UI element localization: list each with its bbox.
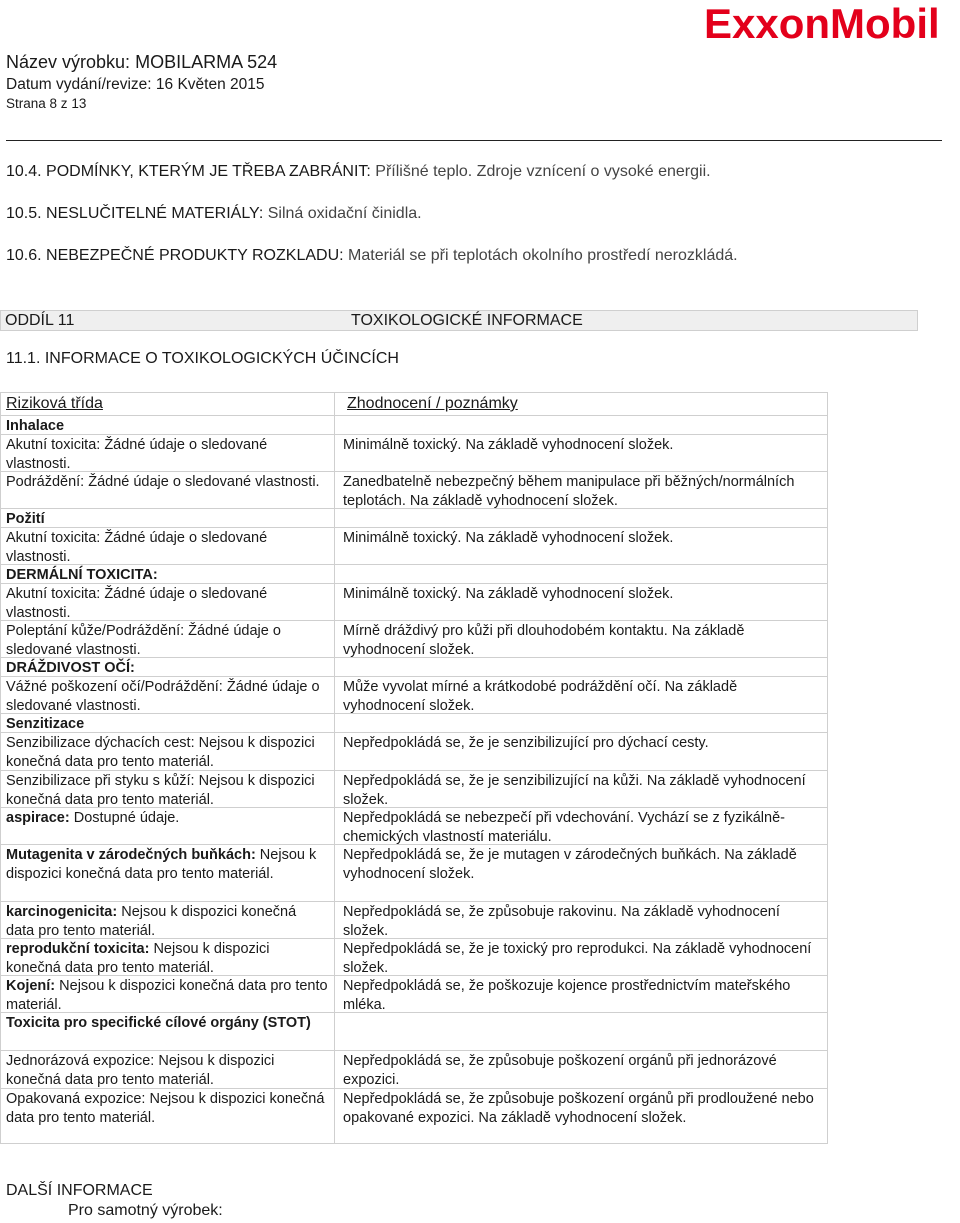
table-row <box>1 732 827 771</box>
assessment-cell: Nepředpokládá se, že způsobuje rakovinu. Na základě vyhodnocení složek. <box>343 904 780 939</box>
hazard-cell <box>6 436 328 473</box>
assessment-cell: Může vyvolat mírné a krátkodobé podráždění očí. Na základě vyhodnocení složek. <box>343 679 738 714</box>
revision-date <box>6 76 265 94</box>
table-row <box>1 844 827 902</box>
section-title: TOXIKOLOGICKÉ INFORMACE <box>351 312 583 329</box>
hazard-heading: Inhalace <box>6 418 65 434</box>
product-label: Název výrobku: <box>6 52 131 72</box>
hazard-cell <box>6 510 328 529</box>
exxonmobil-logo <box>702 0 960 46</box>
table-row <box>1 657 827 677</box>
page-value: 13 <box>71 96 87 111</box>
assessment-cell: Nepředpokládá se, že poškozuje kojence prostřednictvím mateřského mléka. <box>343 978 791 1013</box>
assessment-cell: Minimálně toxický. Na základě vyhodnocení složek. <box>343 437 674 453</box>
section-value: Materiál se při teplotách okolního prostředí nerozkládá. <box>348 247 738 264</box>
hazard-text: Vážné poškození očí/Podráždění: Žádné údaje o sledované vlastnosti. <box>6 679 320 714</box>
column-header-hazard: Riziková třída <box>6 395 103 412</box>
section-number: ODDÍL 11 <box>5 312 75 329</box>
page-label: Strana 8 z <box>6 96 68 111</box>
table-row <box>1 1088 827 1144</box>
section-label: 10.6. NEBEZPEČNÉ PRODUKTY ROZKLADU: <box>6 247 344 264</box>
section-value: Přílišné teplo. Zdroje vznícení o vysoké energii. <box>375 163 711 180</box>
hazard-text: Jednorázová expozice: Nejsou k dispozici konečná data pro tento materiál. <box>6 1053 275 1088</box>
assessment-cell: Nepředpokládá se, že je mutagen v zárodečných buňkách. Na základě vyhodnocení složek. <box>343 847 797 882</box>
table-row <box>1 975 827 1013</box>
table-row <box>1 901 827 939</box>
hazard-text: Akutní toxicita: Žádné údaje o sledované vlastnosti. <box>6 586 268 621</box>
hazard-text: Senzibilizace při styku s kůží: Nejsou k dispozici konečná data pro tento materiál. <box>6 773 315 808</box>
assessment-cell: Minimálně toxický. Na základě vyhodnocení složek. <box>343 586 674 602</box>
assessment-cell: Nepředpokládá se, že je senzibilizující na kůži. Na základě vyhodnocení složek. <box>343 773 806 808</box>
hazard-cell <box>6 1052 328 1089</box>
hazard-cell <box>6 622 328 659</box>
product-value: MOBILARMA 524 <box>135 52 278 72</box>
assessment-cell: Nepředpokládá se, že je senzibilizující pro dýchací cesty. <box>343 735 709 751</box>
assessment-cell: Nepředpokládá se, že způsobuje poškození orgánů při jednorázové expozici. <box>343 1053 777 1088</box>
table-row <box>1 1012 827 1051</box>
date-label: Datum vydání/revize: <box>6 76 152 93</box>
further-information-title: DALŠÍ INFORMACE <box>6 1182 153 1199</box>
assessment-cell: Nepředpokládá se, že je toxický pro reprodukci. Na základě vyhodnocení složek. <box>343 941 812 976</box>
hazard-heading: reprodukční toxicita: <box>6 941 150 957</box>
hazard-heading: Kojení: <box>6 978 56 994</box>
table-row <box>1 527 827 565</box>
hazard-heading: aspirace: <box>6 810 70 826</box>
section-10-6 <box>6 247 738 265</box>
hazard-heading: DRÁŽDIVOST OČÍ: <box>6 660 135 676</box>
hazard-cell <box>6 473 328 492</box>
hazard-text: Akutní toxicita: Žádné údaje o sledované vlastnosti. <box>6 437 268 472</box>
hazard-cell <box>6 417 328 436</box>
section-10-4 <box>6 163 711 181</box>
table-row <box>1 583 827 621</box>
section-label: 10.5. NESLUČITELNÉ MATERIÁLY: <box>6 205 264 222</box>
section-10-5 <box>6 205 422 223</box>
assessment-cell: Minimálně toxický. Na základě vyhodnocení složek. <box>343 530 674 546</box>
hazard-text: Akutní toxicita: Žádné údaje o sledované vlastnosti. <box>6 530 268 565</box>
hazard-text: Nejsou k dispozici konečná data pro tento materiál. <box>6 941 270 976</box>
table-row <box>1 434 827 472</box>
hazard-cell <box>6 809 328 828</box>
own-product-label: Pro samotný výrobek: <box>68 1202 223 1219</box>
hazard-cell <box>6 659 328 678</box>
hazard-heading: Toxicita pro specifické cílové orgány (STOT) <box>6 1015 311 1031</box>
hazard-cell <box>6 529 328 566</box>
page-number <box>6 96 86 111</box>
hazard-text: Nejsou k dispozici konečná data pro tento materiál. <box>6 978 328 1013</box>
hazard-cell <box>6 734 328 771</box>
hazard-cell <box>6 1090 328 1127</box>
subsection-title: 11.1. INFORMACE O TOXIKOLOGICKÝCH ÚČINCÍCH <box>6 350 399 367</box>
date-value: 16 Květen 2015 <box>155 76 265 93</box>
hazard-text: Opakovaná expozice: Nejsou k dispozici konečná data pro tento materiál. <box>6 1091 325 1126</box>
hazard-text: Nejsou k dispozici konečná data pro tento materiál. <box>6 904 297 939</box>
section-label: 10.4. PODMÍNKY, KTERÝM JE TŘEBA ZABRÁNIT: <box>6 163 371 180</box>
product-name <box>6 52 277 73</box>
table-row <box>1 1050 827 1089</box>
hazard-text: Senzibilizace dýchacích cest: Nejsou k dispozici konečná data pro tento materiál. <box>6 735 315 770</box>
hazard-cell <box>6 940 328 977</box>
hazard-cell <box>6 678 328 715</box>
hazard-heading: karcinogenicita: <box>6 904 118 920</box>
hazard-heading: DERMÁLNÍ TOXICITA: <box>6 567 158 583</box>
toxicology-table <box>0 392 828 1144</box>
section-11-header <box>0 310 918 331</box>
hazard-cell <box>6 585 328 622</box>
table-row <box>1 564 827 584</box>
hazard-cell <box>6 1014 328 1033</box>
hazard-cell <box>6 903 328 940</box>
assessment-cell: Nepředpokládá se, že způsobuje poškození orgánů při prodloužené nebo opakované expozici. Na základě vyhodnocení složek. <box>343 1091 814 1126</box>
section-value: Silná oxidační činidla. <box>267 205 422 222</box>
table-row <box>1 938 827 976</box>
hazard-text: Dostupné údaje. <box>69 810 180 826</box>
hazard-cell <box>6 846 328 883</box>
assessment-cell: Nepředpokládá se nebezpečí při vdechování. Vychází se z fyzikálně-chemických vlastností materiálu. <box>343 810 785 845</box>
table-row <box>1 620 827 658</box>
hazard-text: Nejsou k dispozici konečná data pro tento materiál. <box>6 847 317 882</box>
table-row <box>1 713 827 733</box>
table-row <box>1 508 827 528</box>
logo-text: ExxonMobil <box>704 0 940 46</box>
header-divider <box>6 140 942 141</box>
table-row <box>1 415 827 435</box>
hazard-heading: Mutagenita v zárodečných buňkách: <box>6 847 256 863</box>
table-row <box>1 770 827 808</box>
table-row <box>1 471 827 509</box>
table-row <box>1 676 827 714</box>
hazard-cell <box>6 772 328 809</box>
hazard-cell <box>6 715 328 734</box>
assessment-cell: Mírně dráždivý pro kůži při dlouhodobém kontaktu. Na základě vyhodnocení složek. <box>343 623 745 658</box>
hazard-cell <box>6 566 328 585</box>
table-row <box>1 807 827 845</box>
hazard-text: Poleptání kůže/Podráždění: Žádné údaje o sledované vlastnosti. <box>6 623 281 658</box>
hazard-heading: Požití <box>6 511 45 527</box>
column-header-assessment: Zhodnocení / poznámky <box>347 395 518 412</box>
hazard-heading: Senzitizace <box>6 716 85 732</box>
hazard-text: Podráždění: Žádné údaje o sledované vlastnosti. <box>6 474 320 490</box>
assessment-cell: Zanedbatelně nebezpečný během manipulace při běžných/normálních teplotách. Na základě vyhodnocení složek. <box>343 474 795 509</box>
hazard-cell <box>6 977 328 1014</box>
